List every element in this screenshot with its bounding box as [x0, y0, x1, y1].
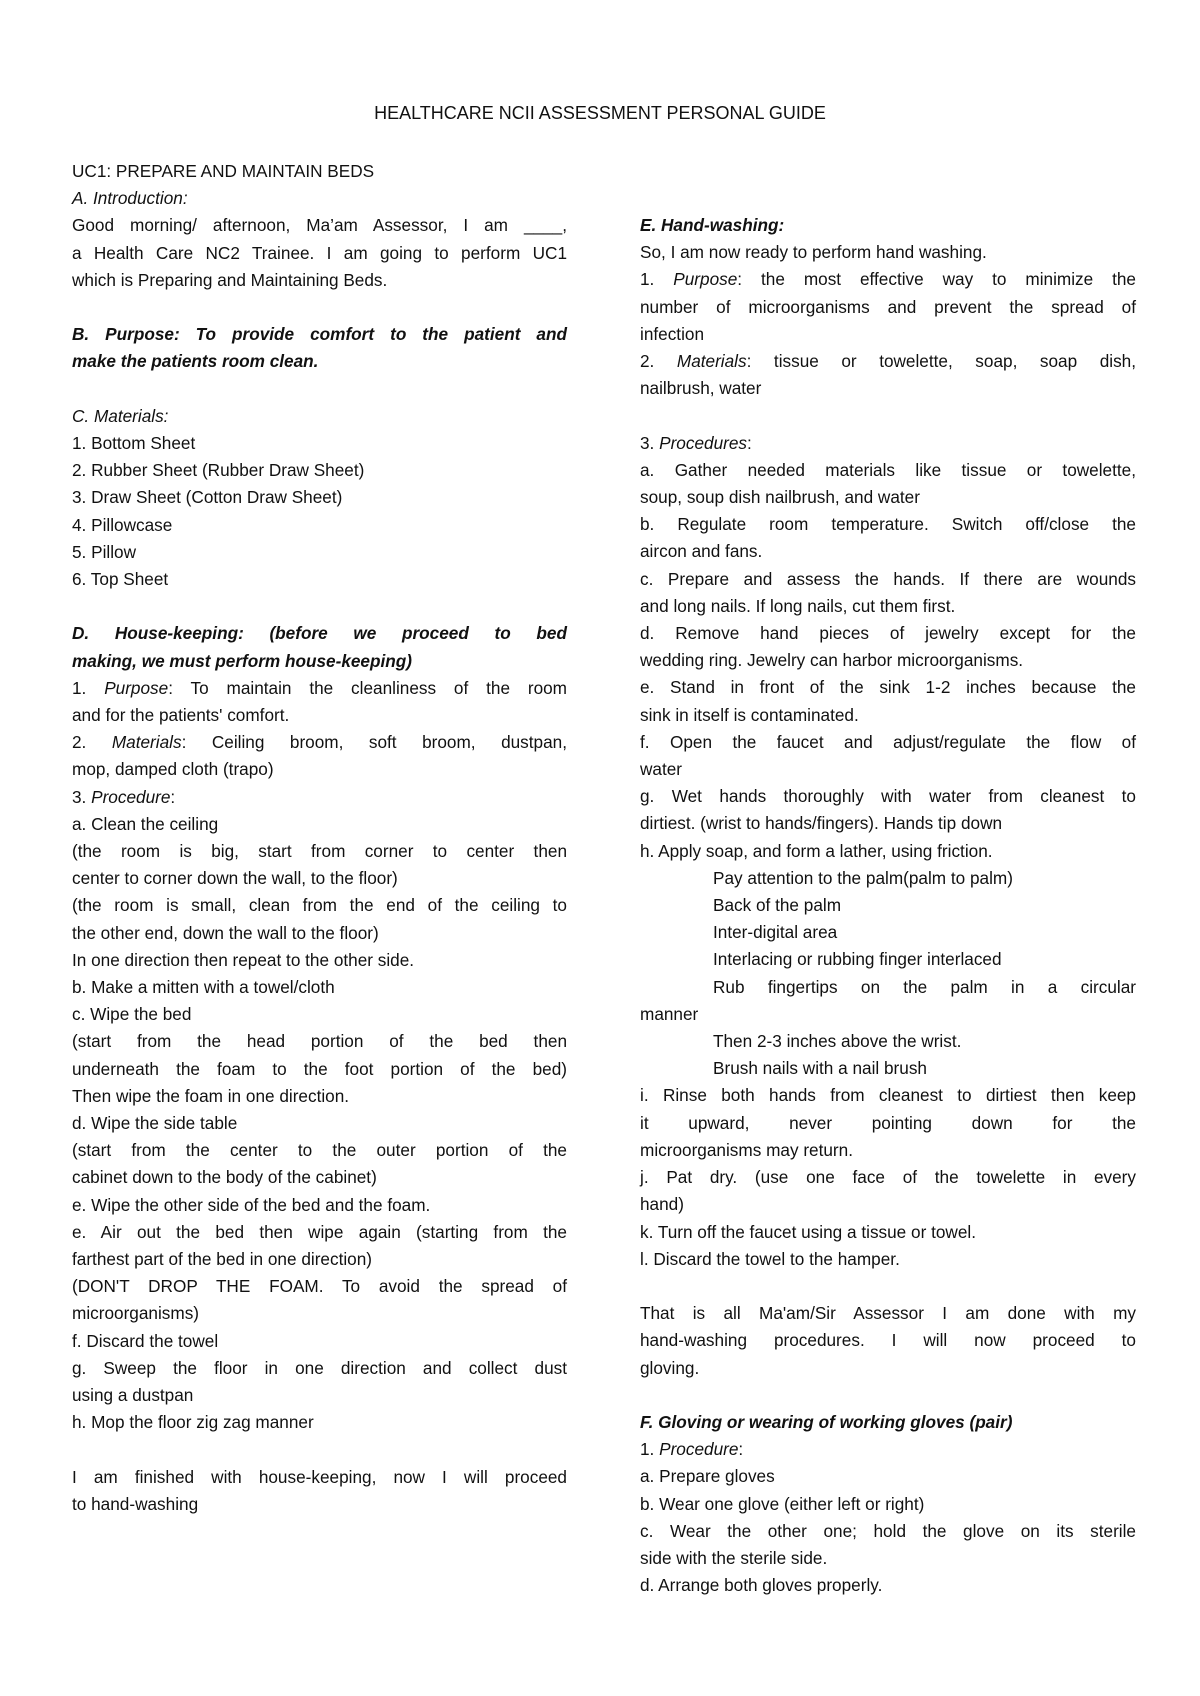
handwashing-purpose-cont: infection [640, 323, 705, 344]
gloving-step: a. Prepare gloves [640, 1466, 775, 1487]
gloving-step: c. Wear the other one; hold the glove on its sterile [640, 1520, 1136, 1541]
purpose-heading: B. Purpose: To provide comfort to the patient and [72, 324, 567, 345]
handwashing-purpose-cont: number of microorganisms and prevent the spread of [640, 296, 1136, 317]
procedure-step: cabinet down to the body of the cabinet) [72, 1167, 377, 1188]
handwashing-step: c. Prepare and assess the hands. If there are wounds [640, 568, 1136, 589]
procedure-step: (DON'T DROP THE FOAM. To avoid the spread of [72, 1276, 567, 1297]
handwashing-step: e. Stand in front of the sink 1-2 inches because the [640, 677, 1136, 698]
handwashing-step: it upward, never pointing down for the [640, 1112, 1136, 1133]
handwashing-step: i. Rinse both hands from cleanest to dirtiest then keep [640, 1085, 1136, 1106]
material-item: 6. Top Sheet [72, 569, 169, 590]
handwashing-closing: hand-washing procedures. I will now proceed to [640, 1330, 1136, 1351]
lather-substep: Rub fingertips on the palm in a circular [713, 976, 1136, 997]
page-title: HEALTHCARE NCII ASSESSMENT PERSONAL GUIDE [374, 103, 826, 123]
handwashing-closing: That is all Ma'am/Sir Assessor I am done with my [640, 1303, 1136, 1324]
housekeeping-closing: I am finished with house-keeping, now I will proceed [72, 1466, 567, 1487]
handwashing-step: water [640, 759, 683, 780]
purpose-heading: make the patients room clean. [72, 351, 319, 372]
handwashing-step: d. Remove hand pieces of jewelry except for the [640, 623, 1136, 644]
procedure-step: g. Sweep the floor in one direction and collect dust [72, 1357, 567, 1378]
housekeeping-materials-cont: mop, damped cloth (trapo) [72, 759, 274, 780]
procedure-step: Then wipe the foam in one direction. [72, 1085, 350, 1106]
handwashing-step: g. Wet hands thoroughly with water from cleanest to [640, 786, 1136, 807]
handwashing-step: b. Regulate room temperature. Switch off/close the [640, 514, 1136, 535]
intro-line: a Health Care NC2 Trainee. I am going to perform UC1 [72, 242, 567, 263]
handwashing-materials-cont: nailbrush, water [640, 378, 762, 399]
procedure-step: In one direction then repeat to the other side. [72, 949, 415, 970]
procedure-step: e. Wipe the other side of the bed and the foam. [72, 1194, 431, 1215]
handwashing-materials: 2. Materials: tissue or towelette, soap, soap dish, [640, 351, 1136, 372]
lather-substep: Brush nails with a nail brush [713, 1058, 927, 1079]
procedure-step: using a dustpan [72, 1385, 194, 1406]
handwashing-step: and long nails. If long nails, cut them first. [640, 595, 956, 616]
handwashing-step: hand) [640, 1194, 684, 1215]
procedure-step: d. Wipe the side table [72, 1113, 238, 1134]
gloving-procedure: 1. Procedure: [640, 1439, 744, 1460]
handwashing-step: aircon and fans. [640, 541, 763, 562]
lather-substep-cont: manner [640, 1003, 699, 1024]
intro-line: which is Preparing and Maintaining Beds. [72, 269, 388, 290]
handwashing-procedures: 3. Procedures: [640, 432, 752, 453]
handwashing-purpose: 1. Purpose: the most effective way to minimize the [640, 269, 1136, 290]
housekeeping-heading: making, we must perform house-keeping) [72, 650, 412, 671]
procedure-step: (start from the head portion of the bed then [72, 1031, 567, 1052]
housekeeping-purpose-cont: and for the patients' comfort. [72, 705, 290, 726]
procedure-step: the other end, down the wall to the floor) [72, 922, 379, 943]
gloving-step: side with the sterile side. [640, 1547, 828, 1568]
gloving-step: b. Wear one glove (either left or right) [640, 1493, 925, 1514]
materials-heading: C. Materials: [72, 405, 169, 426]
procedure-step: b. Make a mitten with a towel/cloth [72, 977, 335, 998]
procedure-step: farthest part of the bed in one direction) [72, 1249, 373, 1270]
handwashing-step: h. Apply soap, and form a lather, using friction. [640, 840, 993, 861]
procedure-step: e. Air out the bed then wipe again (starting from the [72, 1221, 567, 1242]
housekeeping-materials: 2. Materials: Ceiling broom, soft broom, dustpan, [72, 732, 568, 753]
introduction-heading: A. Introduction: [72, 188, 188, 209]
material-item: 5. Pillow [72, 541, 136, 562]
handwashing-heading: E. Hand-washing: [640, 215, 785, 235]
handwashing-step: a. Gather needed materials like tissue or towelette, [640, 459, 1136, 480]
lather-substep: Back of the palm [713, 895, 842, 916]
handwashing-step: wedding ring. Jewelry can harbor microorganisms. [640, 650, 1024, 671]
material-item: 2. Rubber Sheet (Rubber Draw Sheet) [72, 460, 365, 481]
procedure-step: a. Clean the ceiling [72, 813, 219, 834]
handwashing-step: f. Open the faucet and adjust/regulate the flow of [640, 731, 1136, 752]
procedure-step: c. Wipe the bed [72, 1004, 192, 1025]
lather-substep: Pay attention to the palm(palm to palm) [713, 867, 1013, 888]
procedure-step: (the room is small, clean from the end of the ceiling to [72, 895, 567, 916]
handwashing-step: dirtiest. (wrist to hands/fingers). Hands tip down [640, 813, 1003, 834]
handwashing-step: k. Turn off the faucet using a tissue or towel. [640, 1221, 976, 1242]
housekeeping-purpose: 1. Purpose: To maintain the cleanliness of the room [72, 677, 568, 698]
gloving-step: d. Arrange both gloves properly. [640, 1575, 883, 1596]
handwashing-step: l. Discard the towel to the hamper. [640, 1248, 900, 1269]
procedure-step: (start from the center to the outer portion of the [72, 1140, 567, 1161]
gloving-heading: F. Gloving or wearing of working gloves (pair) [640, 1411, 1013, 1432]
procedure-step: h. Mop the floor zig zag manner [72, 1412, 314, 1433]
handwashing-step: soup, soup dish nailbrush, and water [640, 487, 920, 508]
housekeeping-heading: D. House-keeping: (before we proceed to bed [72, 623, 567, 644]
intro-line: Good morning/ afternoon, Ma’am Assessor, I am ____, [72, 215, 567, 236]
left-column [72, 158, 567, 1518]
handwashing-step: microorganisms may return. [640, 1139, 853, 1160]
housekeeping-procedure: 3. Procedure: [72, 786, 176, 807]
lather-substep: Then 2-3 inches above the wrist. [713, 1031, 962, 1052]
right-column [640, 212, 1136, 1599]
handwashing-step: sink in itself is contaminated. [640, 704, 859, 725]
handwashing-intro: So, I am now ready to perform hand washing. [640, 242, 987, 263]
handwashing-step: j. Pat dry. (use one face of the towelette in every [640, 1167, 1136, 1188]
procedure-step: microorganisms) [72, 1303, 200, 1324]
material-item: 4. Pillowcase [72, 514, 173, 535]
procedure-step: underneath the foam to the foot portion of the bed) [72, 1058, 567, 1079]
housekeeping-closing: to hand-washing [72, 1493, 199, 1514]
lather-substep: Interlacing or rubbing finger interlaced [713, 949, 1002, 970]
uc-heading: UC1: PREPARE AND MAINTAIN BEDS [72, 161, 375, 181]
procedure-step: (the room is big, start from corner to center then [72, 841, 567, 862]
handwashing-closing: gloving. [640, 1357, 700, 1378]
procedure-step: center to corner down the wall, to the floor) [72, 868, 398, 889]
lather-substep: Inter-digital area [713, 922, 838, 943]
material-item: 1. Bottom Sheet [72, 433, 196, 453]
procedure-step: f. Discard the towel [72, 1330, 219, 1351]
material-item: 3. Draw Sheet (Cotton Draw Sheet) [72, 487, 343, 508]
